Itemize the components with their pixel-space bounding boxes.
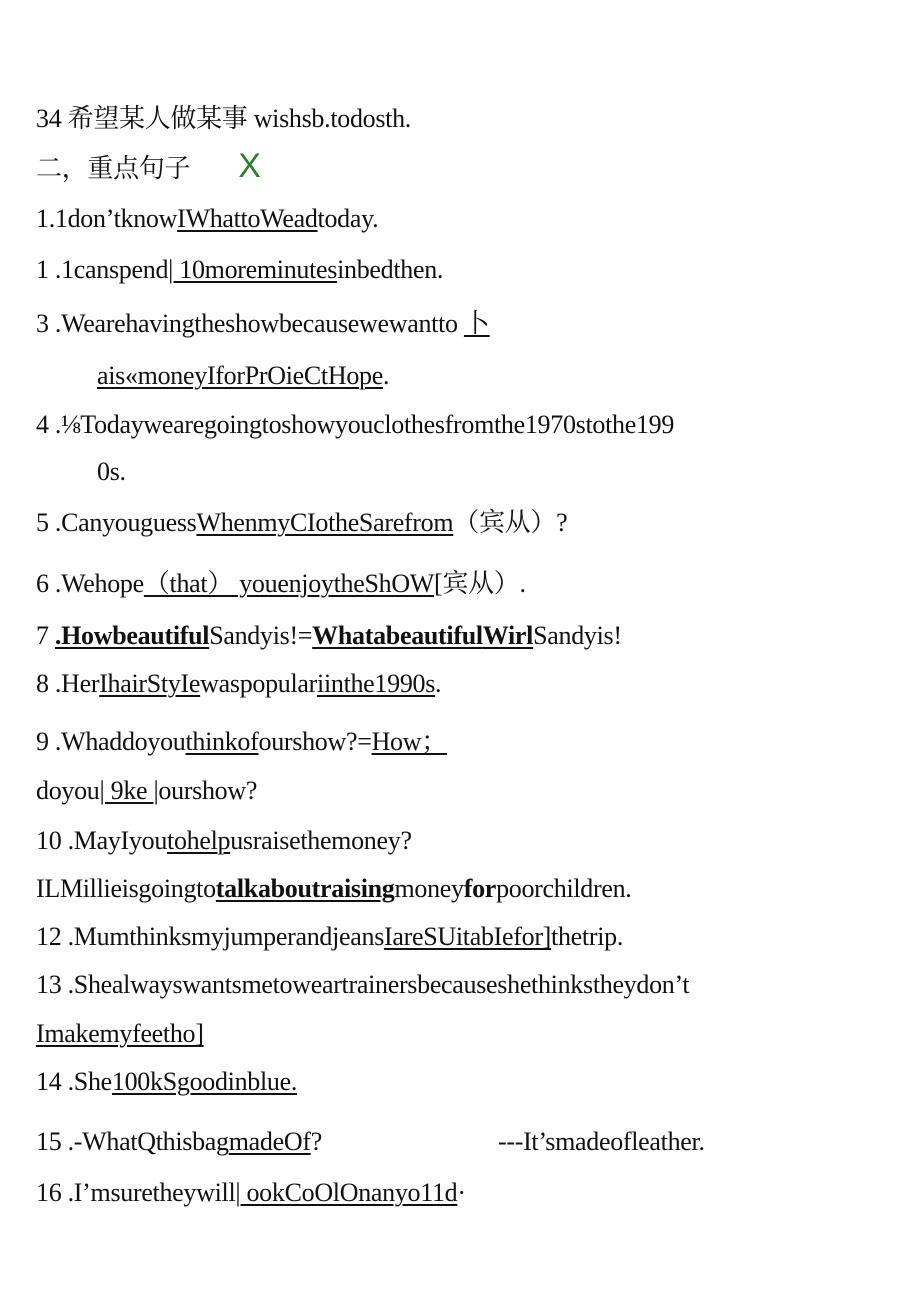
underlined-answer: | ookCoOlOnanyo11d bbox=[235, 1178, 458, 1207]
sentence-1 bbox=[36, 203, 378, 235]
sentence-7 bbox=[36, 620, 622, 652]
sentence-4 bbox=[36, 409, 674, 441]
sentence-text: 1.1don’tknow bbox=[36, 204, 178, 233]
sentence-text: 4 .⅛Todaywearegoingtoshowyouclothesfromthe1970stothe199 bbox=[36, 410, 675, 439]
sentence-15 bbox=[36, 1126, 322, 1158]
phrase-34-text: 34 希望某人做某事 wishsb.todosth. bbox=[36, 104, 412, 133]
sentence-text: · bbox=[457, 1178, 466, 1207]
sentence-text: poorchildren. bbox=[496, 874, 632, 903]
underlined-answer: IhairStyIe bbox=[99, 669, 201, 698]
sentence-text: 8 .Her bbox=[36, 669, 100, 698]
underlined-answer: 100kSgoodinblue. bbox=[111, 1067, 298, 1096]
sentence-text: 15 .-WhatQthisbag bbox=[36, 1127, 229, 1156]
sentence-text: doyou bbox=[36, 776, 100, 805]
sentence-text: 16 .I’msuretheywill bbox=[36, 1178, 236, 1207]
sentence-4-cont bbox=[97, 456, 126, 488]
underlined-answer: | 9ke | bbox=[99, 776, 159, 805]
sentence-11 bbox=[36, 873, 632, 905]
sentence-text: ? bbox=[310, 1127, 322, 1156]
underlined-answer: 卜 bbox=[463, 309, 490, 338]
sentence-text: . bbox=[382, 361, 390, 390]
sentence-text: 3 .Wearehavingtheshowbecausewewantto bbox=[36, 309, 464, 338]
sentence-2 bbox=[36, 254, 443, 286]
sentence-3 bbox=[36, 308, 490, 340]
sentence-text: 6 .Wehope bbox=[36, 569, 144, 598]
sentence-text: ILMillieisgoingto bbox=[36, 874, 216, 903]
underlined-answer: | 10moreminutes bbox=[168, 255, 338, 284]
underlined-answer: .Howbeautiful bbox=[54, 621, 210, 650]
sentence-6 bbox=[36, 568, 526, 600]
underlined-answer: thinkof bbox=[185, 727, 259, 756]
sentence-text: 13 .Shealwayswantsmetoweartrainersbecauseshethinkstheydon’t bbox=[36, 970, 690, 999]
underlined-answer: （that） youenjoytheShOW bbox=[143, 569, 435, 598]
phrase-34 bbox=[36, 103, 411, 135]
sentence-8 bbox=[36, 668, 441, 700]
sentence-text: waspopular bbox=[200, 669, 318, 698]
sentence-text: . bbox=[435, 669, 442, 698]
sentence-text: 10 .MayIyou bbox=[36, 826, 168, 855]
underlined-answer: How； bbox=[371, 727, 447, 756]
sentence-text: today. bbox=[317, 204, 379, 233]
sentence-13 bbox=[36, 969, 689, 1001]
sentence-text: ---It’smadeofleather. bbox=[498, 1127, 705, 1156]
sentence-text: 0s. bbox=[97, 457, 126, 486]
underlined-answer: WhenmyCIotheSarefrom bbox=[196, 508, 454, 537]
sentence-text: usraisethemoney? bbox=[230, 826, 412, 855]
sentence-text: （宾从）? bbox=[453, 508, 568, 537]
sentence-3-cont bbox=[97, 360, 389, 392]
sentence-10 bbox=[36, 825, 412, 857]
bold-word: for bbox=[463, 874, 497, 903]
underlined-answer: Imakemyfeetho] bbox=[36, 1019, 204, 1048]
sentence-12 bbox=[36, 921, 623, 953]
underlined-answer: iinthe1990s bbox=[317, 669, 436, 698]
sentence-15-answer bbox=[498, 1126, 705, 1158]
sentence-text: ourshow? bbox=[158, 776, 258, 805]
underlined-answer: madeOf bbox=[228, 1127, 311, 1156]
underlined-answer: IWhattoWead bbox=[177, 204, 318, 233]
sentence-9-cont bbox=[36, 775, 257, 807]
sentence-text: Sandyis! bbox=[533, 621, 622, 650]
sentence-14 bbox=[36, 1066, 297, 1098]
sentence-text: 14 .She bbox=[36, 1067, 112, 1096]
sentence-text: money bbox=[394, 874, 464, 903]
section-heading bbox=[36, 147, 261, 185]
sentence-text: Sandyis!= bbox=[209, 621, 313, 650]
sentence-text: thetrip. bbox=[551, 922, 624, 951]
sentence-5 bbox=[36, 507, 567, 539]
underlined-answer: ais«moneyIforPrOieCtHope bbox=[97, 361, 383, 390]
underlined-answer: talkaboutraising bbox=[215, 874, 395, 903]
sentence-16 bbox=[36, 1177, 466, 1209]
underlined-answer: Wirl bbox=[482, 621, 534, 650]
sentence-text: 7 bbox=[36, 621, 55, 650]
sentence-13-cont bbox=[36, 1018, 204, 1050]
sentence-text: ourshow?= bbox=[258, 727, 372, 756]
sentence-text: 12 .Mumthinksmyjumperandjeans bbox=[36, 922, 385, 951]
section-title: 二，重点句子 bbox=[36, 154, 191, 183]
x-mark-icon: X bbox=[238, 147, 261, 185]
sentence-text: [宾从）. bbox=[434, 569, 526, 598]
sentence-text: 9 .Whaddoyou bbox=[36, 727, 186, 756]
sentence-text: inbedthen. bbox=[337, 255, 444, 284]
underlined-answer: tohelp bbox=[167, 826, 231, 855]
sentence-text: 1 .1canspend bbox=[36, 255, 169, 284]
sentence-9 bbox=[36, 726, 447, 758]
underlined-answer: Whatabeautiful bbox=[312, 621, 483, 650]
sentence-text: 5 .Canyouguess bbox=[36, 508, 197, 537]
underlined-answer: IareSUitabIefor] bbox=[384, 922, 552, 951]
